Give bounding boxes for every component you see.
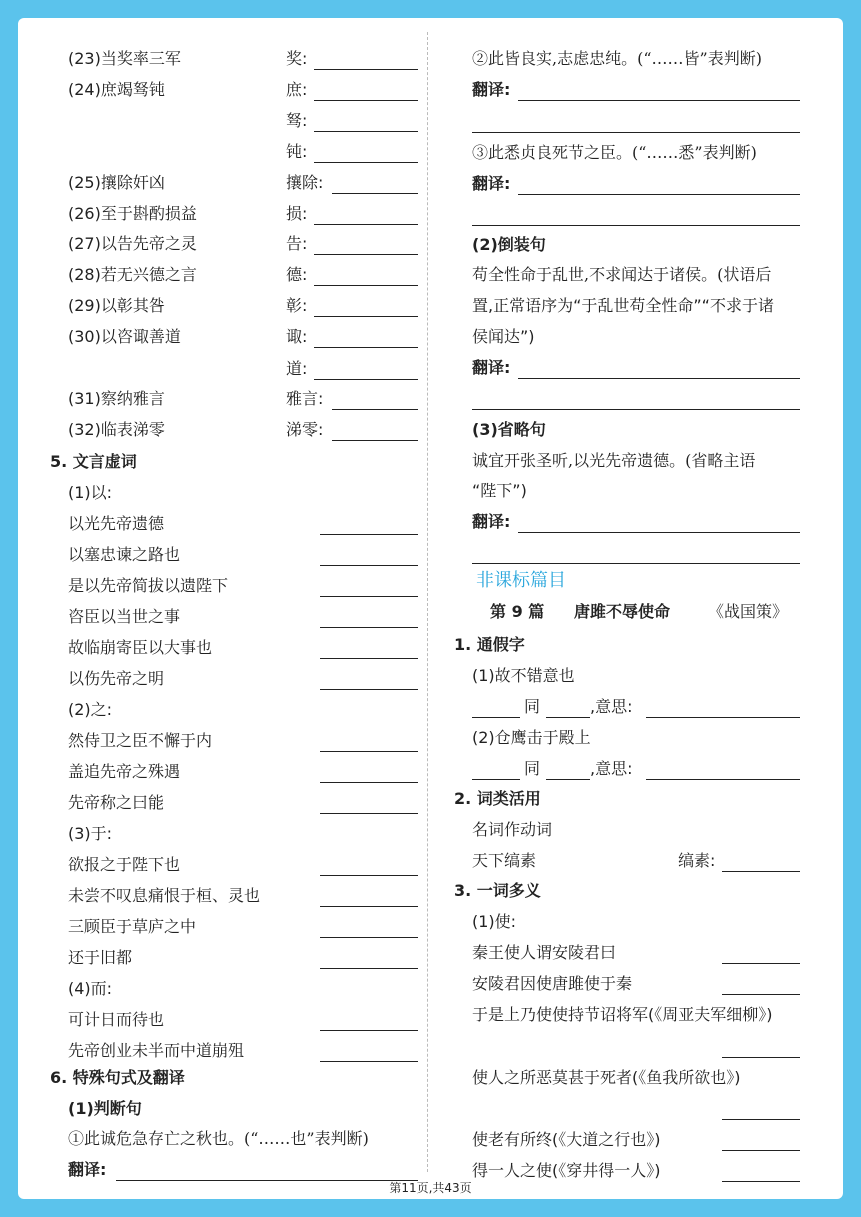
particle-sentence: 以伤先帝之明 xyxy=(68,669,165,688)
vocab-label: 诹: xyxy=(286,327,308,346)
vocab-label: 损: xyxy=(286,204,308,223)
group-head: (2)之: xyxy=(68,700,113,719)
tong-label: 同 xyxy=(524,759,541,778)
column-divider xyxy=(427,32,428,1172)
answer-blank[interactable] xyxy=(646,716,800,718)
answer-blank[interactable] xyxy=(472,716,520,718)
word-class-item: 天下缟素 xyxy=(472,851,537,870)
answer-blank[interactable] xyxy=(320,564,418,566)
translate-blank[interactable] xyxy=(518,193,800,195)
particle-sentence: 以光先帝遗德 xyxy=(68,514,165,533)
meaning-label: ,意思: xyxy=(590,697,633,716)
particle-sentence: 欲报之于陛下也 xyxy=(68,855,181,874)
answer-blank[interactable] xyxy=(314,315,418,317)
vocab-phrase: (27)以告先帝之灵 xyxy=(68,234,197,253)
answer-blank[interactable] xyxy=(314,378,418,380)
vocab-label: 彰: xyxy=(286,296,308,315)
answer-blank[interactable] xyxy=(722,962,800,964)
vocab-label: 道: xyxy=(286,359,308,378)
answer-blank[interactable] xyxy=(314,253,418,255)
polysemy-sentence: 使人之所恶莫甚于死者(《鱼我所欲也》) xyxy=(472,1068,741,1087)
inversion-sentence: 苟全性命于乱世,不求闻达于诸侯。(状语后 xyxy=(472,265,772,284)
vocab-phrase: (31)察纳雅言 xyxy=(68,389,165,408)
answer-blank[interactable] xyxy=(320,595,418,597)
particle-sentence: 未尝不叹息痛恨于桓、灵也 xyxy=(68,886,261,905)
vocab-phrase: (24)庶竭驽钝 xyxy=(68,80,165,99)
particle-sentence: 是以先帝简拔以遗陛下 xyxy=(68,576,229,595)
translate-blank[interactable] xyxy=(518,531,800,533)
translate-blank[interactable] xyxy=(472,131,800,133)
answer-blank[interactable] xyxy=(646,778,800,780)
answer-blank[interactable] xyxy=(546,716,590,718)
sub-title-word-class: 2. 词类活用 xyxy=(454,789,541,808)
answer-blank[interactable] xyxy=(314,346,418,348)
vocab-phrase: (29)以彰其咎 xyxy=(68,296,165,315)
answer-blank[interactable] xyxy=(722,1149,800,1151)
translate-blank[interactable] xyxy=(472,562,800,564)
answer-blank[interactable] xyxy=(320,874,418,876)
answer-blank[interactable] xyxy=(722,870,800,872)
sub-title-tongjiazi: 1. 通假字 xyxy=(454,635,525,654)
omission-sentence: 诚宜开张圣听,以光先帝遗德。(省略主语 xyxy=(472,451,756,470)
particle-sentence: 先帝称之曰能 xyxy=(68,793,165,812)
answer-blank[interactable] xyxy=(314,99,418,101)
translate-label: 翻译: xyxy=(472,512,511,531)
tongjiazi-1: (1)故不错意也 xyxy=(472,666,575,685)
vocab-phrase: (28)若无兴德之言 xyxy=(68,265,197,284)
answer-blank[interactable] xyxy=(314,284,418,286)
translate-blank[interactable] xyxy=(518,99,800,101)
omission-title: (3)省略句 xyxy=(472,420,546,439)
answer-blank[interactable] xyxy=(314,223,418,225)
polysemy-sub: (1)使: xyxy=(472,912,517,931)
judgment-sentence-1: ①此诚危急存亡之秋也。(“……也”表判断) xyxy=(68,1129,369,1148)
answer-blank[interactable] xyxy=(320,1060,418,1062)
article-number: 第 9 篇 xyxy=(490,602,545,621)
vocab-label: 雅言: xyxy=(286,389,324,408)
judgment-subtitle: (1)判断句 xyxy=(68,1099,142,1118)
particle-sentence: 可计日而待也 xyxy=(68,1010,165,1029)
omission-note: “陛下”) xyxy=(472,481,527,500)
translate-label: 翻译: xyxy=(472,174,511,193)
polysemy-sentence: 于是上乃使使持节诏将军(《周亚夫军细柳》) xyxy=(472,1005,773,1024)
vocab-phrase: (32)临表涕零 xyxy=(68,420,165,439)
answer-blank[interactable] xyxy=(320,657,418,659)
answer-blank[interactable] xyxy=(320,688,418,690)
answer-blank[interactable] xyxy=(320,533,418,535)
polysemy-sentence: 秦王使人谓安陵君曰 xyxy=(472,943,617,962)
translate-blank[interactable] xyxy=(472,224,800,226)
inversion-title: (2)倒装句 xyxy=(472,235,546,254)
group-head: (1)以: xyxy=(68,483,113,502)
vocab-label: 驽: xyxy=(286,111,308,130)
vocab-phrase: (23)当奖率三军 xyxy=(68,49,181,68)
answer-blank[interactable] xyxy=(320,812,418,814)
vocab-label: 庶: xyxy=(286,80,308,99)
answer-blank[interactable] xyxy=(320,626,418,628)
group-head: (3)于: xyxy=(68,824,113,843)
translate-blank[interactable] xyxy=(472,408,800,410)
answer-blank[interactable] xyxy=(320,750,418,752)
polysemy-sentence: 使老有所终(《大道之行也》) xyxy=(472,1130,661,1149)
translate-label: 翻译: xyxy=(68,1160,107,1179)
particle-sentence: 咨臣以当世之事 xyxy=(68,607,181,626)
page-footer: 第11页,共43页 xyxy=(389,1181,472,1195)
answer-blank[interactable] xyxy=(314,130,418,132)
vocab-label: 攘除: xyxy=(286,173,324,192)
answer-blank[interactable] xyxy=(722,1056,800,1058)
particle-sentence: 故临崩寄臣以大事也 xyxy=(68,638,213,657)
vocab-phrase: (26)至于斟酌损益 xyxy=(68,204,197,223)
translate-blank[interactable] xyxy=(518,377,800,379)
inversion-note: 侯闻达”) xyxy=(472,327,535,346)
section-6-title: 6. 特殊句式及翻译 xyxy=(50,1068,185,1087)
vocab-phrase: (30)以咨诹善道 xyxy=(68,327,181,346)
section-title-noncurriculum: 非课标篇目 xyxy=(476,570,566,591)
judgment-sentence-3: ③此悉贞良死节之臣。(“……悉”表判断) xyxy=(472,143,757,162)
answer-blank[interactable] xyxy=(320,905,418,907)
answer-blank[interactable] xyxy=(722,1118,800,1120)
particle-sentence: 以塞忠谏之路也 xyxy=(68,545,181,564)
answer-blank[interactable] xyxy=(320,936,418,938)
answer-blank[interactable] xyxy=(320,967,418,969)
vocab-label: 钝: xyxy=(286,142,308,161)
answer-blank[interactable] xyxy=(320,781,418,783)
vocab-label: 涕零: xyxy=(286,420,324,439)
answer-blank[interactable] xyxy=(332,408,418,410)
sub-title-polysemy: 3. 一词多义 xyxy=(454,881,541,900)
particle-sentence: 盖追先帝之殊遇 xyxy=(68,762,181,781)
vocab-label: 德: xyxy=(286,265,308,284)
worksheet-page xyxy=(18,18,843,1199)
answer-blank[interactable] xyxy=(314,68,418,70)
translate-label: 翻译: xyxy=(472,80,511,99)
vocab-label: 告: xyxy=(286,234,308,253)
particle-sentence: 然侍卫之臣不懈于内 xyxy=(68,731,213,750)
tongjiazi-2: (2)仓鹰击于殿上 xyxy=(472,728,591,747)
section-5-title: 5. 文言虚词 xyxy=(50,452,137,471)
polysemy-sentence: 得一人之使(《穿井得一人》) xyxy=(472,1161,661,1180)
word-class-label: 缟素: xyxy=(678,851,716,870)
particle-sentence: 还于旧都 xyxy=(68,948,133,967)
translate-label: 翻译: xyxy=(472,358,511,377)
article-title: 唐雎不辱使命 xyxy=(574,602,671,621)
word-class-sub: 名词作动词 xyxy=(472,820,553,839)
inversion-note: 置,正常语序为“于乱世苟全性命”“不求于诸 xyxy=(472,296,774,315)
answer-blank[interactable] xyxy=(546,778,590,780)
particle-sentence: 先帝创业未半而中道崩殂 xyxy=(68,1041,245,1060)
group-head: (4)而: xyxy=(68,979,113,998)
tong-label: 同 xyxy=(524,697,541,716)
vocab-label: 奖: xyxy=(286,49,308,68)
answer-blank[interactable] xyxy=(722,993,800,995)
vocab-phrase: (25)攘除奸凶 xyxy=(68,173,165,192)
answer-blank[interactable] xyxy=(472,778,520,780)
particle-sentence: 三顾臣于草庐之中 xyxy=(68,917,197,936)
answer-blank[interactable] xyxy=(314,161,418,163)
meaning-label: ,意思: xyxy=(590,759,633,778)
answer-blank[interactable] xyxy=(332,192,418,194)
answer-blank[interactable] xyxy=(332,439,418,441)
answer-blank[interactable] xyxy=(320,1029,418,1031)
article-source: 《战国策》 xyxy=(708,602,789,621)
polysemy-sentence: 安陵君因使唐雎使于秦 xyxy=(472,974,633,993)
judgment-sentence-2: ②此皆良实,志虑忠纯。(“……皆”表判断) xyxy=(472,49,762,68)
